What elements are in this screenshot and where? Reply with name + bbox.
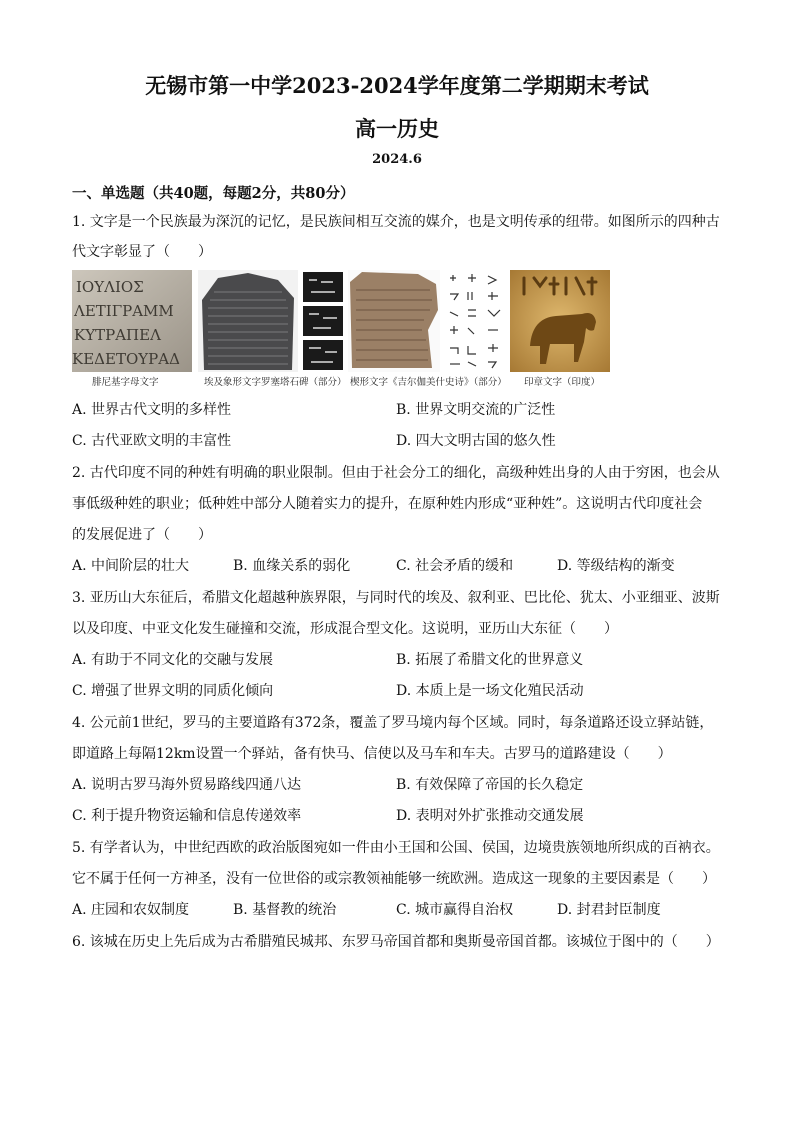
q4-option-d: D. 表明对外扩张推动交通发展 [396, 808, 584, 824]
q5-option-a: A. 庄园和农奴制度 [72, 902, 190, 918]
q3-stem-line2: 以及印度、中亚文化发生碰撞和交流，形成混合型文化。这说明，亚历山大东征（ ） [72, 621, 618, 637]
q5-option-d: D. 封君封臣制度 [557, 902, 661, 918]
q1-option-c: C. 古代亚欧文明的丰富性 [72, 433, 232, 449]
q3-option-d: D. 本质上是一场文化殖民活动 [396, 683, 584, 699]
q2-stem-line2: 事低级种姓的职业；低种姓中部分人随着实力的提升，在原种姓内形成“亚种姓”。这说明古代印度社会 [72, 496, 703, 512]
inscription-line-1: ΙΟΥΛΙΟΣ [76, 278, 144, 296]
q6-stem-line1: 6. 该城在历史上先后成为古希腊殖民城邦、东罗马帝国首都和奥斯曼帝国首都。该城位于图中的（ ） [72, 934, 720, 950]
exam-date: 2024.6 [372, 152, 422, 167]
q3-option-b: B. 拓展了希腊文化的世界意义 [396, 652, 584, 668]
gilgamesh-tablet-image [348, 270, 440, 372]
q4-stem-line2: 即道路上每隔12km设置一个驿站，备有快马、信使以及马车和车夫。古罗马的道路建设（ ） [72, 746, 672, 762]
q2-option-b: B. 血缘关系的弱化 [233, 558, 351, 574]
q2-option-a: A. 中间阶层的壮大 [72, 558, 190, 574]
q4-option-c: C. 利于提升物资运输和信息传递效率 [72, 808, 302, 824]
q1-option-b: B. 世界文明交流的广泛性 [396, 402, 556, 418]
q1-option-a: A. 世界古代文明的多样性 [72, 402, 232, 418]
indus-seal-image [510, 270, 610, 372]
q5-option-c: C. 城市赢得自治权 [396, 902, 514, 918]
q4-stem-line1: 4. 公元前1世纪，罗马的主要道路有372条，覆盖了罗马境内每个区域。同时，每条道路还设立驿站链， [72, 715, 714, 731]
q5-stem-line2: 它不属于任何一方神圣，没有一位世俗的或宗教领袖能够一统欧洲。造成这一现象的主要因素是（ ） [72, 871, 716, 887]
q1-stem-line1: 1. 文字是一个民族最为深沉的记忆，是民族间相互交流的媒介，也是文明传承的纽带。如图所示的四种古 [72, 214, 720, 230]
q5-stem-line1: 5. 有学者认为，中世纪西欧的政治版图宛如一件由小王国和公国、侯国，边境贵族领地所织成的百衲衣。 [72, 840, 720, 856]
inscription-line-4: ΚΕΔΕΤΟΥΡΑΔ [72, 350, 180, 368]
q2-option-d: D. 等级结构的渐变 [557, 558, 675, 574]
q1-stem-line2: 代文字彰显了（ ） [72, 244, 212, 260]
q3-option-c: C. 增强了世界文明的同质化倾向 [72, 683, 274, 699]
inscription-line-2: ΛΕΤΙΓΡΑΜΜ [74, 302, 174, 320]
cuneiform-signs-image [444, 270, 506, 372]
q2-stem-line1: 2. 古代印度不同的种姓有明确的职业限制。但由于社会分工的细化，高级种姓出身的人由于穷困，也会从 [72, 465, 720, 481]
q1-option-d: D. 四大文明古国的悠久性 [396, 433, 556, 449]
section-heading: 一、单选题（共40题，每题2分，共80分） [72, 185, 355, 202]
caption-phoenician: 腓尼基字母文字 [92, 377, 159, 388]
inscription-line-3: ΚΥΤΡΑΠΕΛ [74, 326, 161, 344]
q5-option-b: B. 基督教的统治 [233, 902, 337, 918]
q4-option-b: B. 有效保障了帝国的长久稳定 [396, 777, 584, 793]
cuneiform-tiles-image [303, 270, 343, 372]
rosetta-stone-image [198, 270, 298, 372]
q1-figure-row [72, 270, 612, 390]
q4-option-a: A. 说明古罗马海外贸易路线四通八达 [72, 777, 302, 793]
caption-cuneiform: 楔形文字《吉尔伽美什史诗》（部分） [350, 377, 507, 388]
caption-rosetta: 埃及象形文字罗塞塔石碑（部分） [204, 377, 347, 388]
q3-stem-line1: 3. 亚历山大东征后，希腊文化超越种族界限，与同时代的埃及、叙利亚、巴比伦、犹太、小亚细亚、波斯 [72, 590, 720, 606]
exam-title: 无锡市第一中学2023-2024学年度第二学期期末考试 [145, 73, 649, 98]
q3-option-a: A. 有助于不同文化的交融与发展 [72, 652, 274, 668]
subject-title: 高一历史 [355, 116, 439, 141]
caption-indus-seal: 印章文字（印度） [524, 377, 601, 388]
q2-stem-line3: 的发展促进了（ ） [72, 527, 212, 543]
q2-option-c: C. 社会矛盾的缓和 [396, 558, 514, 574]
greek-inscription-image [72, 270, 192, 372]
